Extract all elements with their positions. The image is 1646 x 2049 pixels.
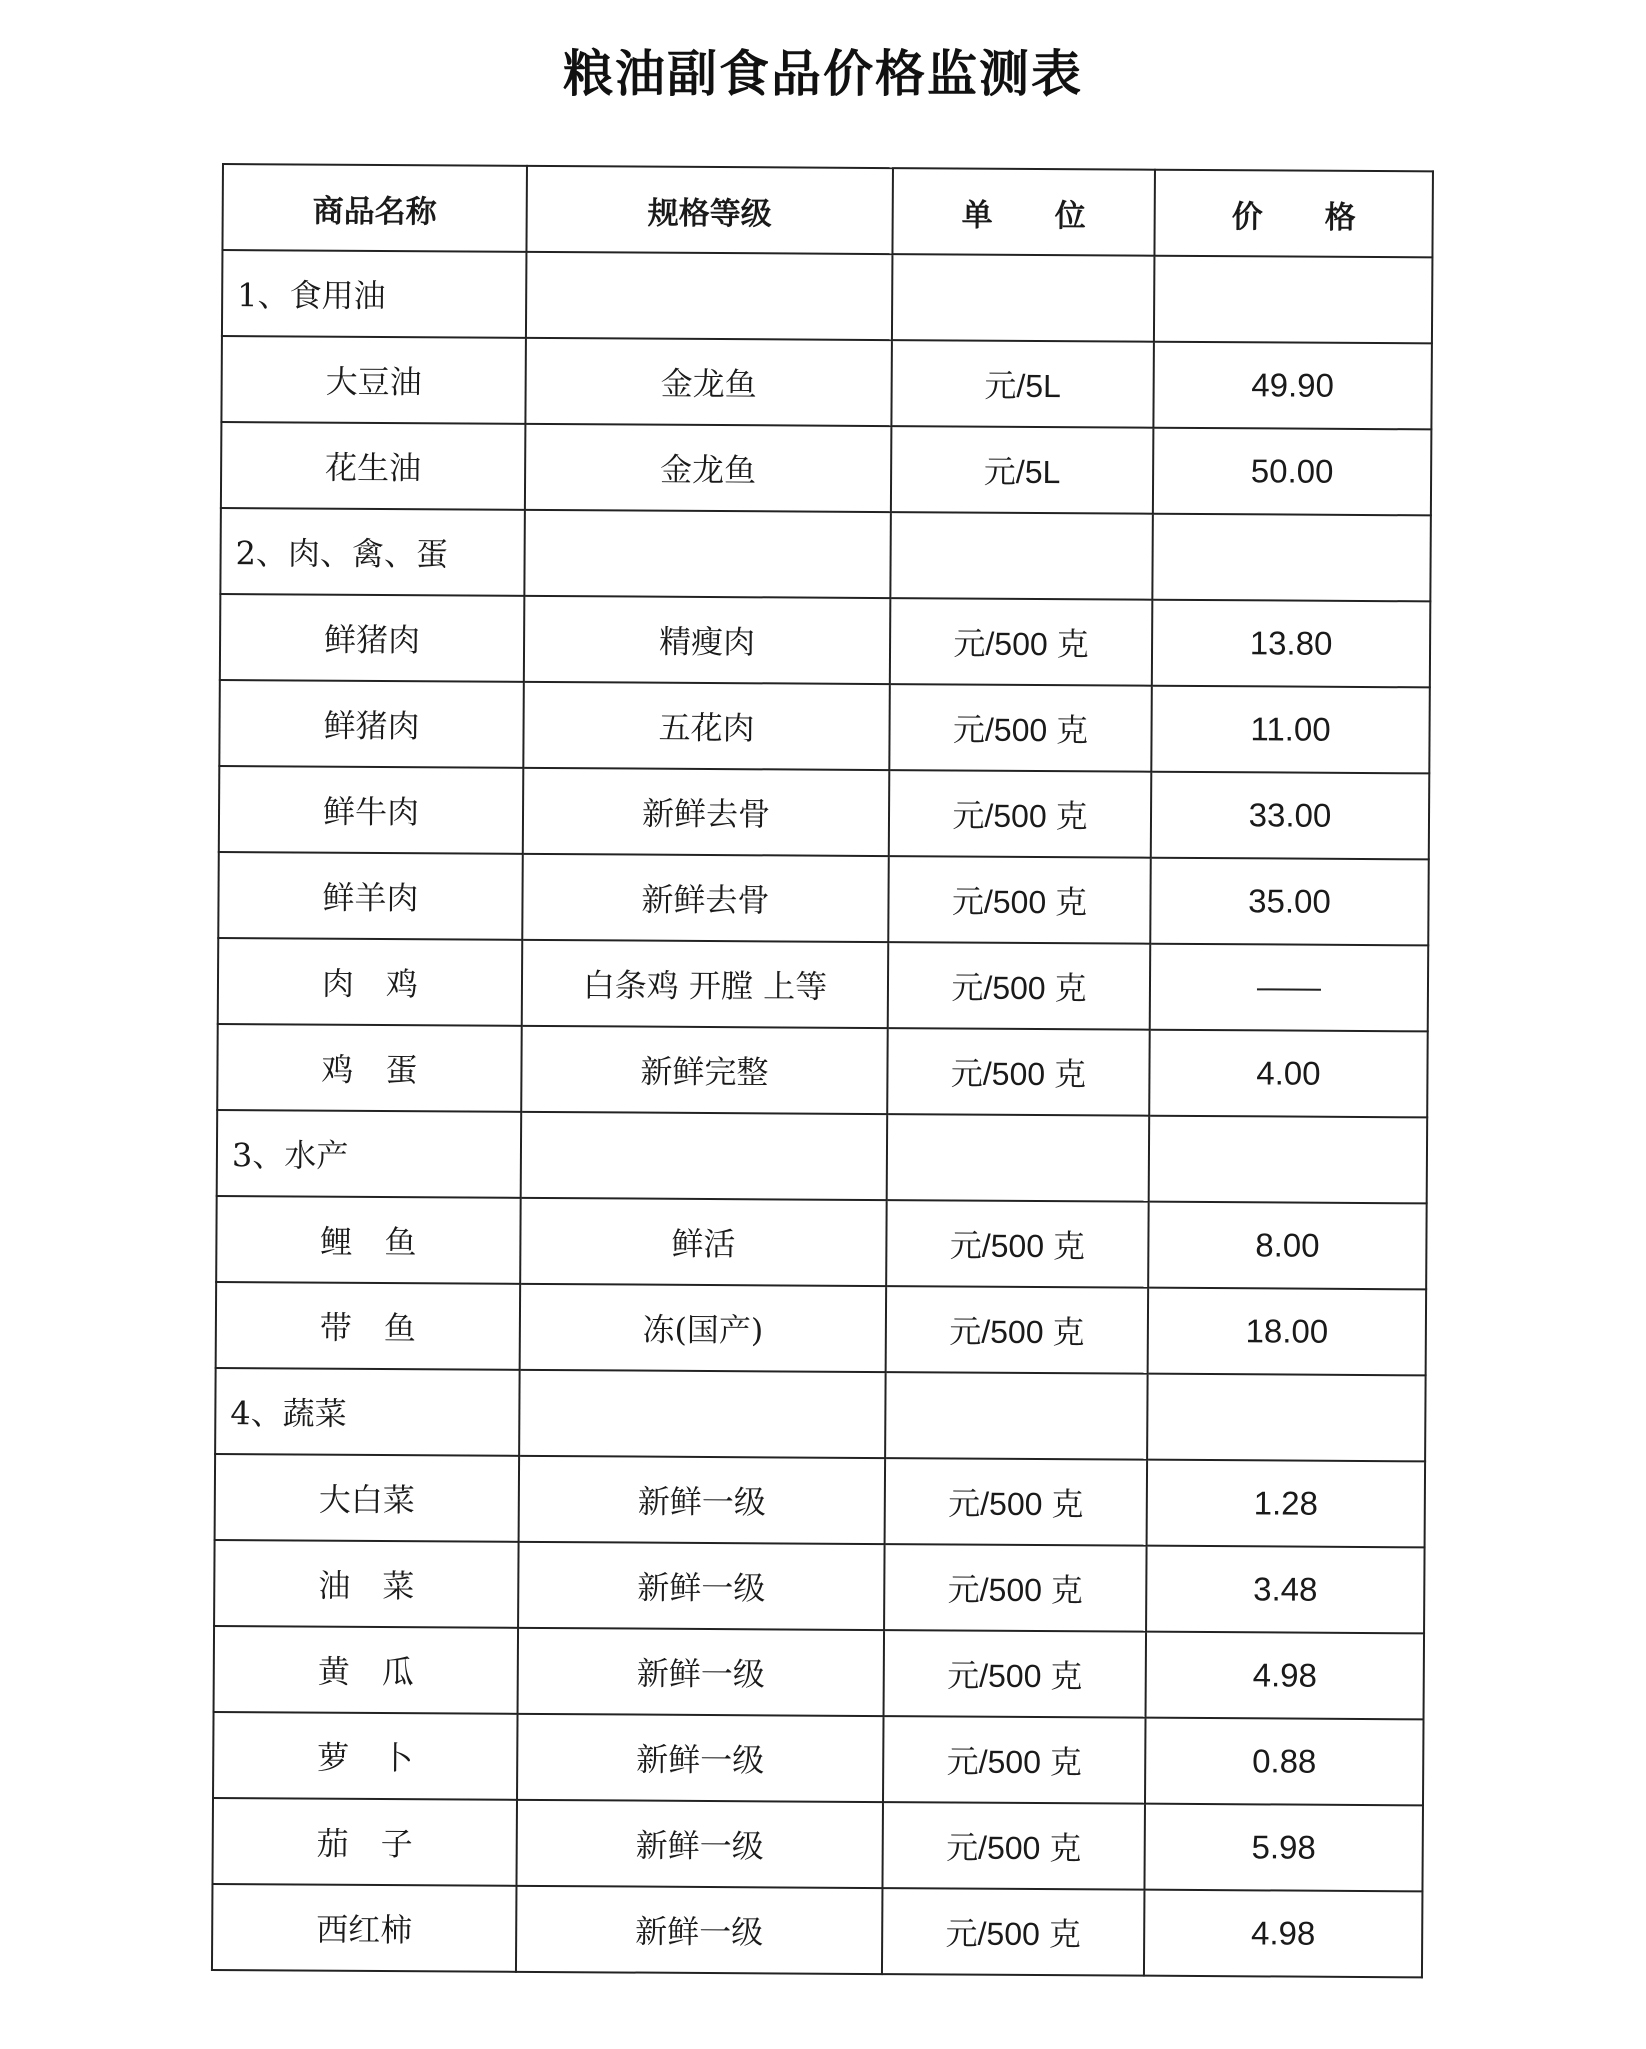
product-name-cell: 茄 子 — [212, 1798, 517, 1886]
product-name-cell: 鲜羊肉 — [218, 852, 523, 940]
product-name-cell: 萝 卜 — [213, 1712, 518, 1800]
empty-cell — [1152, 514, 1431, 602]
unit-cell: 元/500 克 — [885, 1458, 1148, 1546]
price-cell: 33.00 — [1151, 772, 1430, 860]
product-name-cell: 黄 瓜 — [214, 1626, 519, 1714]
unit-cell: 元/500 克 — [888, 856, 1151, 944]
spec-grade-cell: 新鲜去骨 — [523, 768, 890, 856]
header-unit: 单 位 — [892, 168, 1155, 256]
unit-cell: 元/500 克 — [889, 770, 1152, 858]
empty-cell — [885, 1372, 1148, 1460]
unit-cell: 元/5L — [891, 340, 1154, 428]
price-cell: 8.00 — [1148, 1202, 1427, 1290]
no-price-dash — [1257, 989, 1321, 991]
table-row — [212, 1798, 1423, 1891]
category-label: 2、肉、禽、蛋 — [220, 508, 525, 596]
spec-grade-cell: 新鲜一级 — [516, 1800, 883, 1888]
price-cell: 13.80 — [1152, 600, 1431, 688]
spec-grade-cell: 金龙鱼 — [525, 424, 892, 512]
table-row — [220, 594, 1431, 687]
product-name-cell: 鲜猪肉 — [219, 680, 524, 768]
spec-grade-cell: 金龙鱼 — [525, 338, 892, 426]
price-cell: 11.00 — [1151, 686, 1430, 774]
page-title: 粮油副食品价格监测表 — [563, 45, 1083, 103]
table-row — [217, 1024, 1428, 1117]
unit-cell: 元/500 克 — [886, 1286, 1149, 1374]
table-row — [212, 1884, 1423, 1977]
spec-grade-cell: 新鲜一级 — [518, 1542, 885, 1630]
price-cell: 50.00 — [1153, 428, 1432, 516]
table-row — [218, 852, 1429, 945]
table-body — [212, 250, 1432, 1977]
header-product-name: 商品名称 — [222, 164, 527, 252]
price-cell: 3.48 — [1146, 1546, 1425, 1634]
price-cell: 18.00 — [1148, 1288, 1427, 1376]
table-row — [219, 680, 1430, 773]
unit-cell: 元/5L — [891, 426, 1154, 514]
price-cell: 35.00 — [1150, 858, 1429, 946]
price-cell: 0.88 — [1145, 1718, 1424, 1806]
product-name-cell: 鲜牛肉 — [219, 766, 524, 854]
empty-cell — [1149, 1116, 1428, 1204]
price-cell: 4.00 — [1149, 1030, 1428, 1118]
unit-cell: 元/500 克 — [890, 598, 1153, 686]
category-row — [222, 250, 1433, 343]
category-row — [217, 1110, 1428, 1203]
unit-cell: 元/500 克 — [884, 1630, 1147, 1718]
spec-grade-cell: 五花肉 — [523, 682, 890, 770]
price-cell: 49.90 — [1153, 342, 1432, 430]
empty-cell — [890, 512, 1153, 600]
empty-cell — [1147, 1374, 1426, 1462]
spec-grade-cell: 精瘦肉 — [524, 596, 891, 684]
spec-grade-cell: 新鲜去骨 — [522, 854, 889, 942]
spec-grade-cell: 新鲜完整 — [521, 1026, 888, 1114]
header-spec-grade: 规格等级 — [526, 166, 893, 254]
price-cell: 5.98 — [1144, 1804, 1423, 1892]
unit-cell: 元/500 克 — [883, 1716, 1146, 1804]
empty-cell — [1154, 256, 1433, 344]
product-name-cell: 花生油 — [221, 422, 526, 510]
product-name-cell: 西红柿 — [212, 1884, 517, 1972]
category-row — [220, 508, 1431, 601]
price-table — [211, 163, 1434, 1978]
unit-cell: 元/500 克 — [882, 1888, 1145, 1976]
empty-cell — [524, 510, 891, 598]
category-label: 3、水产 — [217, 1110, 522, 1198]
table-row — [215, 1454, 1426, 1547]
header-price: 价 格 — [1154, 170, 1433, 258]
product-name-cell: 鲤 鱼 — [216, 1196, 521, 1284]
category-row — [215, 1368, 1426, 1461]
product-name-cell: 油 菜 — [214, 1540, 519, 1628]
table-row — [213, 1712, 1424, 1805]
unit-cell: 元/500 克 — [882, 1802, 1145, 1890]
product-name-cell: 大白菜 — [215, 1454, 520, 1542]
product-name-cell: 鸡 蛋 — [217, 1024, 522, 1112]
spec-grade-cell: 新鲜一级 — [519, 1456, 886, 1544]
unit-cell: 元/500 克 — [888, 942, 1151, 1030]
table-row — [219, 766, 1430, 859]
spec-grade-cell: 新鲜一级 — [518, 1628, 885, 1716]
product-name-cell: 肉 鸡 — [218, 938, 523, 1026]
table-row — [221, 336, 1432, 429]
price-cell: 4.98 — [1146, 1632, 1425, 1720]
unit-cell: 元/500 克 — [889, 684, 1152, 772]
spec-grade-cell: 冻(国产) — [520, 1284, 887, 1372]
product-name-cell: 大豆油 — [221, 336, 526, 424]
table-row — [221, 422, 1432, 515]
spec-grade-cell: 白条鸡 开膛 上等 — [522, 940, 889, 1028]
empty-cell — [521, 1112, 888, 1200]
unit-cell: 元/500 克 — [887, 1028, 1150, 1116]
unit-cell: 元/500 克 — [886, 1200, 1149, 1288]
unit-cell: 元/500 克 — [884, 1544, 1147, 1632]
price-cell: 1.28 — [1147, 1460, 1426, 1548]
table-header-row — [222, 164, 1433, 257]
spec-grade-cell: 新鲜一级 — [516, 1886, 883, 1974]
empty-cell — [519, 1370, 886, 1458]
table-row — [216, 1282, 1427, 1375]
empty-cell — [892, 254, 1155, 342]
spec-grade-cell: 鲜活 — [520, 1198, 887, 1286]
table-row — [218, 938, 1429, 1031]
category-label: 1、食用油 — [222, 250, 527, 338]
empty-cell — [887, 1114, 1150, 1202]
table-row — [214, 1540, 1425, 1633]
table-row — [216, 1196, 1427, 1289]
category-label: 4、蔬菜 — [215, 1368, 520, 1456]
spec-grade-cell: 新鲜一级 — [517, 1714, 884, 1802]
product-name-cell: 带 鱼 — [216, 1282, 521, 1370]
table-row — [214, 1626, 1425, 1719]
empty-cell — [526, 252, 893, 340]
product-name-cell: 鲜猪肉 — [220, 594, 525, 682]
price-cell — [1150, 944, 1429, 1032]
price-cell: 4.98 — [1144, 1890, 1423, 1978]
